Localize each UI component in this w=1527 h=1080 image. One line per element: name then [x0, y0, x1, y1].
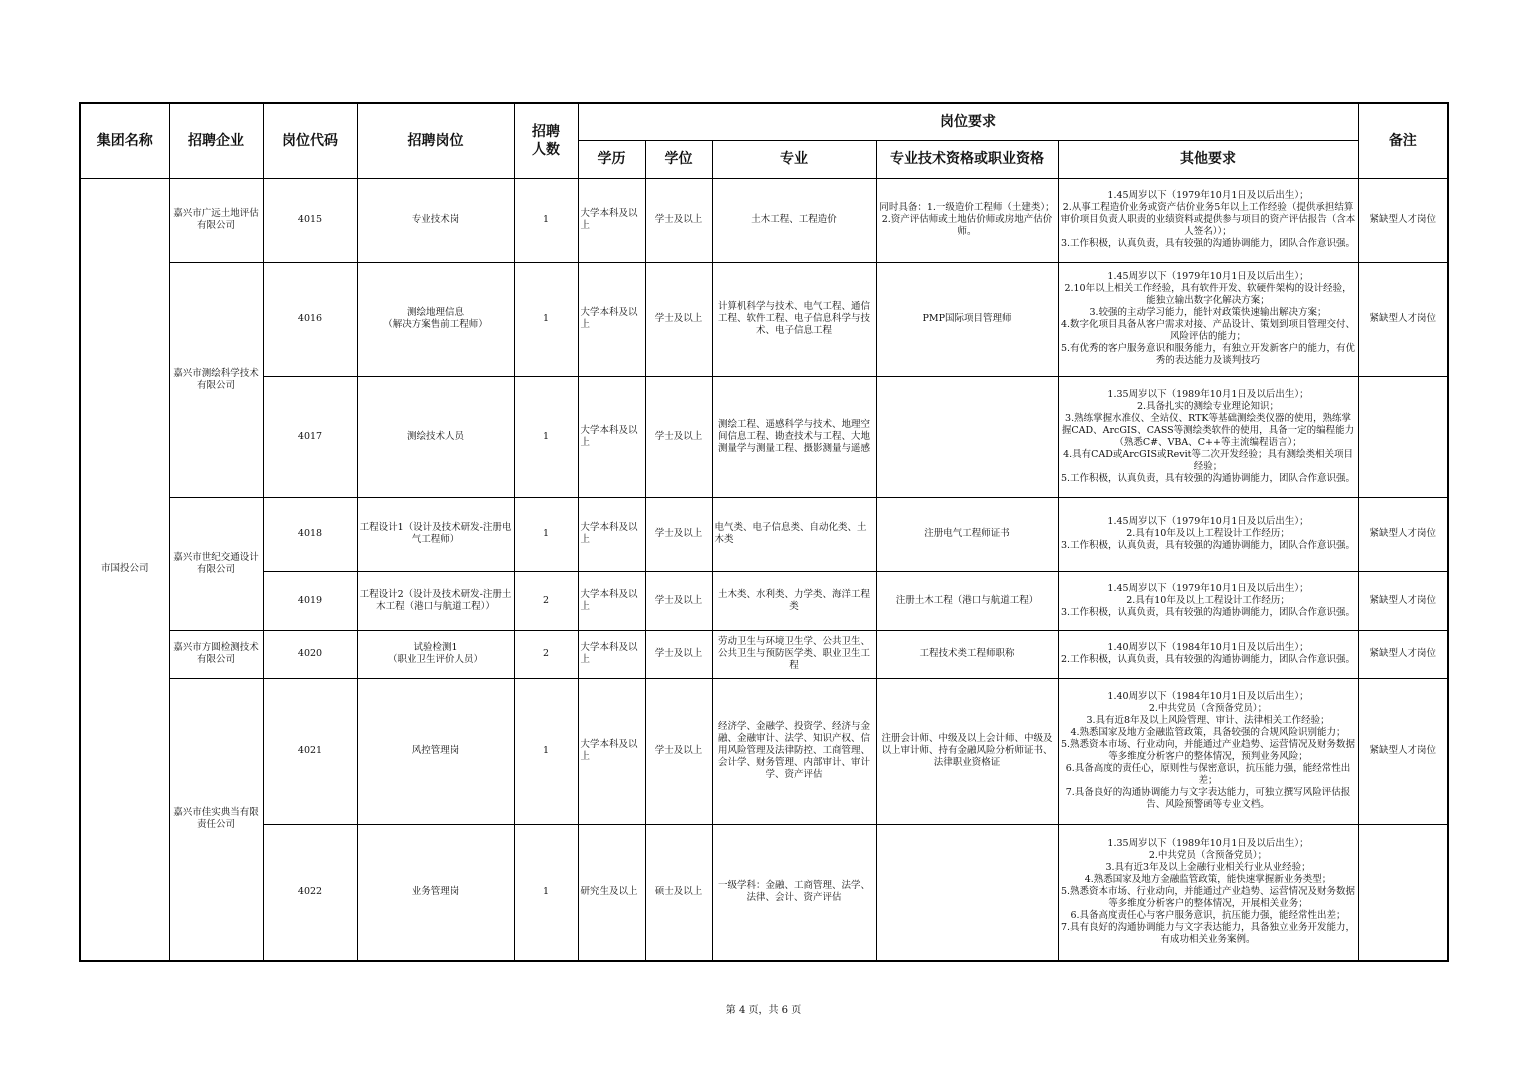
major-cell: 土木工程、工程造价: [712, 178, 876, 262]
header-code: 岗位代码: [263, 103, 357, 178]
other-requirements-cell: 1.40周岁以下（1984年10月1日及以后出生）； 2.中共党员（含预备党员）； 3.具有近8年及以上风险管理、审计、法律相关工作经验； 4.熟悉国家及地方金融监管政策，具备较强的合规风险识别能力； 5.熟悉资本市场、行业动向，并能通过产业趋势、运营情况及财务数据等多维度分析客户的整体情况，预判业务风险； 6.具备高度的责任心，原则性与保密意识，抗压能力强，能经常性出差； 7.具备良好的沟通协调能力与文字表达能力，可独立撰写风险评估报告、风险预警函等专业文档。: [1058, 678, 1358, 824]
degree-cell: 学士及以上: [645, 262, 712, 376]
degree-cell: 学士及以上: [645, 497, 712, 571]
count-cell: 1: [514, 824, 578, 961]
qualification-cell: [876, 824, 1058, 961]
other-requirements-cell: 1.45周岁以下（1979年10月1日及以后出生）； 2.具有10年及以上工程设计工作经历； 3.工作积极，认真负责，具有较强的沟通协调能力，团队合作意识强。: [1058, 571, 1358, 630]
code-cell: 4015: [263, 178, 357, 262]
table-row: [80, 678, 1448, 824]
remark-cell: 紧缺型人才岗位: [1358, 262, 1448, 376]
remark-cell: [1358, 376, 1448, 497]
education-cell: 大学本科及以上: [578, 630, 645, 678]
position-cell: 业务管理岗: [357, 824, 514, 961]
recruitment-table: [79, 102, 1449, 962]
code-cell: 4017: [263, 376, 357, 497]
other-requirements-cell: 1.35周岁以下（1989年10月1日及以后出生）； 2.具备扎实的测绘专业理论知识； 3.熟练掌握水准仪、全站仪、RTK等基础测绘类仪器的使用，熟练掌握CAD、ArcGIS、CASS等测绘类软件的使用，具备一定的编程能力（熟悉C#、VBA、C++等主流编程语言）； 4.具有CAD或ArcGIS或Revit等二次开发经验；具有测绘类相关项目经验； 5.工作积极，认真负责，具有较强的沟通协调能力，团队合作意识强。: [1058, 376, 1358, 497]
code-cell: 4022: [263, 824, 357, 961]
qualification-cell: PMP国际项目管理师: [876, 262, 1058, 376]
table-row: [80, 824, 1448, 961]
page-footer: 第 4 页，共 6 页: [725, 1005, 802, 1016]
header-remark: 备注: [1358, 103, 1448, 178]
remark-cell: 紧缺型人才岗位: [1358, 178, 1448, 262]
count-cell: 2: [514, 571, 578, 630]
remark-cell: 紧缺型人才岗位: [1358, 571, 1448, 630]
table-row: [80, 178, 1448, 262]
position-cell: 工程设计1（设计及技术研发-注册电气工程师）: [357, 497, 514, 571]
header-qualification: 专业技术资格或职业资格: [876, 140, 1058, 178]
company-cell: 嘉兴市广远土地评估有限公司: [169, 178, 263, 262]
position-cell: 测绘技术人员: [357, 376, 514, 497]
other-requirements-cell: 1.40周岁以下（1984年10月1日及以后出生）； 2.工作积极，认真负责，具有较强的沟通协调能力，团队合作意识强。: [1058, 630, 1358, 678]
degree-cell: 学士及以上: [645, 678, 712, 824]
code-cell: 4020: [263, 630, 357, 678]
education-cell: 大学本科及以上: [578, 262, 645, 376]
header-other: 其他要求: [1058, 140, 1358, 178]
major-cell: 经济学、金融学、投资学、经济与金融、金融审计、法学、知识产权、信用风险管理及法律防控、工商管理、会计学、财务管理、内部审计、审计学、资产评估: [712, 678, 876, 824]
position-cell: 专业技术岗: [357, 178, 514, 262]
degree-cell: 学士及以上: [645, 630, 712, 678]
code-cell: 4016: [263, 262, 357, 376]
count-cell: 1: [514, 376, 578, 497]
qualification-cell: 注册电气工程师证书: [876, 497, 1058, 571]
header-requirements: 岗位要求: [578, 103, 1358, 140]
table-row: [80, 262, 1448, 376]
degree-cell: 硕士及以上: [645, 824, 712, 961]
table-row: [80, 630, 1448, 678]
header-major: 专业: [712, 140, 876, 178]
table-row: [80, 376, 1448, 497]
remark-cell: 紧缺型人才岗位: [1358, 497, 1448, 571]
qualification-cell: 注册土木工程（港口与航道工程）: [876, 571, 1058, 630]
header-count: 招聘 人数: [514, 103, 578, 178]
count-cell: 2: [514, 630, 578, 678]
code-cell: 4018: [263, 497, 357, 571]
major-cell: 劳动卫生与环境卫生学、公共卫生、公共卫生与预防医学类、职业卫生工程: [712, 630, 876, 678]
other-requirements-cell: 1.35周岁以下（1989年10月1日及以后出生）； 2.中共党员（含预备党员）； 3.具有近3年及以上金融行业相关行业从业经验； 4.熟悉国家及地方金融监管政策，能快速掌握新业务类型； 5.熟悉资本市场、行业动向，并能通过产业趋势、运营情况及财务数据等多维度分析客户的整体情况，开展相关业务； 6.具备高度责任心与客户服务意识，抗压能力强，能经常性出差； 7.具有良好的沟通协调能力与文字表达能力，具备独立业务开发能力，有成功相关业务案例。: [1058, 824, 1358, 961]
header-degree: 学位: [645, 140, 712, 178]
education-cell: 大学本科及以上: [578, 497, 645, 571]
qualification-cell: 注册会计师、中级及以上会计师、中级及以上审计师、持有金融风险分析师证书、法律职业资格证: [876, 678, 1058, 824]
position-cell: 工程设计2（设计及技术研发-注册土木工程（港口与航道工程））: [357, 571, 514, 630]
code-cell: 4021: [263, 678, 357, 824]
major-cell: 土木类、水利类、力学类、海洋工程类: [712, 571, 876, 630]
remark-cell: 紧缺型人才岗位: [1358, 678, 1448, 824]
other-requirements-cell: 1.45周岁以下（1979年10月1日及以后出生）； 2.10年以上相关工作经验，具有软件开发、软硬件架构的设计经验，能独立输出数字化解决方案； 3.较强的主动学习能力，能针对政策快速输出解决方案； 4.数字化项目具备从客户需求对接、产品设计、策划到项目管理交付、风险评估的能力； 5.有优秀的客户服务意识和服务能力，有独立开发新客户的能力，有优秀的表达能力及谈判技巧: [1058, 262, 1358, 376]
remark-cell: [1358, 824, 1448, 961]
degree-cell: 学士及以上: [645, 376, 712, 497]
group-name-cell: 市国投公司: [80, 178, 169, 961]
major-cell: 一级学科：金融、工商管理、法学、法律、会计、资产评估: [712, 824, 876, 961]
other-requirements-cell: 1.45周岁以下（1979年10月1日及以后出生）； 2.从事工程造价业务或资产估价业务5年以上工作经验（提供承担结算审价项目负责人职责的业绩资料或提供参与项目的资产评估报告（含本人签名））； 3.工作积极，认真负责，具有较强的沟通协调能力，团队合作意识强。: [1058, 178, 1358, 262]
education-cell: 大学本科及以上: [578, 678, 645, 824]
position-cell: 测绘地理信息 （解决方案售前工程师）: [357, 262, 514, 376]
education-cell: 研究生及以上: [578, 824, 645, 961]
degree-cell: 学士及以上: [645, 571, 712, 630]
education-cell: 大学本科及以上: [578, 376, 645, 497]
major-cell: 测绘工程、遥感科学与技术、地理空间信息工程、勘查技术与工程、大地测量学与测量工程、摄影测量与遥感: [712, 376, 876, 497]
education-cell: 大学本科及以上: [578, 571, 645, 630]
table-row: [80, 571, 1448, 630]
position-cell: 试验检测1 （职业卫生评价人员）: [357, 630, 514, 678]
company-cell: 嘉兴市测绘科学技术有限公司: [169, 262, 263, 497]
header-position: 招聘岗位: [357, 103, 514, 178]
other-requirements-cell: 1.45周岁以下（1979年10月1日及以后出生）； 2.具有10年及以上工程设计工作经历； 3.工作积极，认真负责，具有较强的沟通协调能力，团队合作意识强。: [1058, 497, 1358, 571]
code-cell: 4019: [263, 571, 357, 630]
table-row: [80, 497, 1448, 571]
company-cell: 嘉兴市世纪交通设计有限公司: [169, 497, 263, 630]
position-cell: 风控管理岗: [357, 678, 514, 824]
header-group: 集团名称: [80, 103, 169, 178]
count-cell: 1: [514, 678, 578, 824]
qualification-cell: 工程技术类工程师职称: [876, 630, 1058, 678]
header-company: 招聘企业: [169, 103, 263, 178]
company-cell: 嘉兴市佳实典当有限责任公司: [169, 678, 263, 961]
count-cell: 1: [514, 262, 578, 376]
company-cell: 嘉兴市方圆检测技术有限公司: [169, 630, 263, 678]
degree-cell: 学士及以上: [645, 178, 712, 262]
major-cell: 电气类、电子信息类、自动化类、土木类: [712, 497, 876, 571]
count-cell: 1: [514, 178, 578, 262]
count-cell: 1: [514, 497, 578, 571]
education-cell: 大学本科及以上: [578, 178, 645, 262]
header-education: 学历: [578, 140, 645, 178]
remark-cell: 紧缺型人才岗位: [1358, 630, 1448, 678]
qualification-cell: [876, 376, 1058, 497]
qualification-cell: 同时具备：1.一级造价工程师（土建类）；2.资产评估师或土地估价师或房地产估价师。: [876, 178, 1058, 262]
major-cell: 计算机科学与技术、电气工程、通信工程、软件工程、电子信息科学与技术、电子信息工程: [712, 262, 876, 376]
